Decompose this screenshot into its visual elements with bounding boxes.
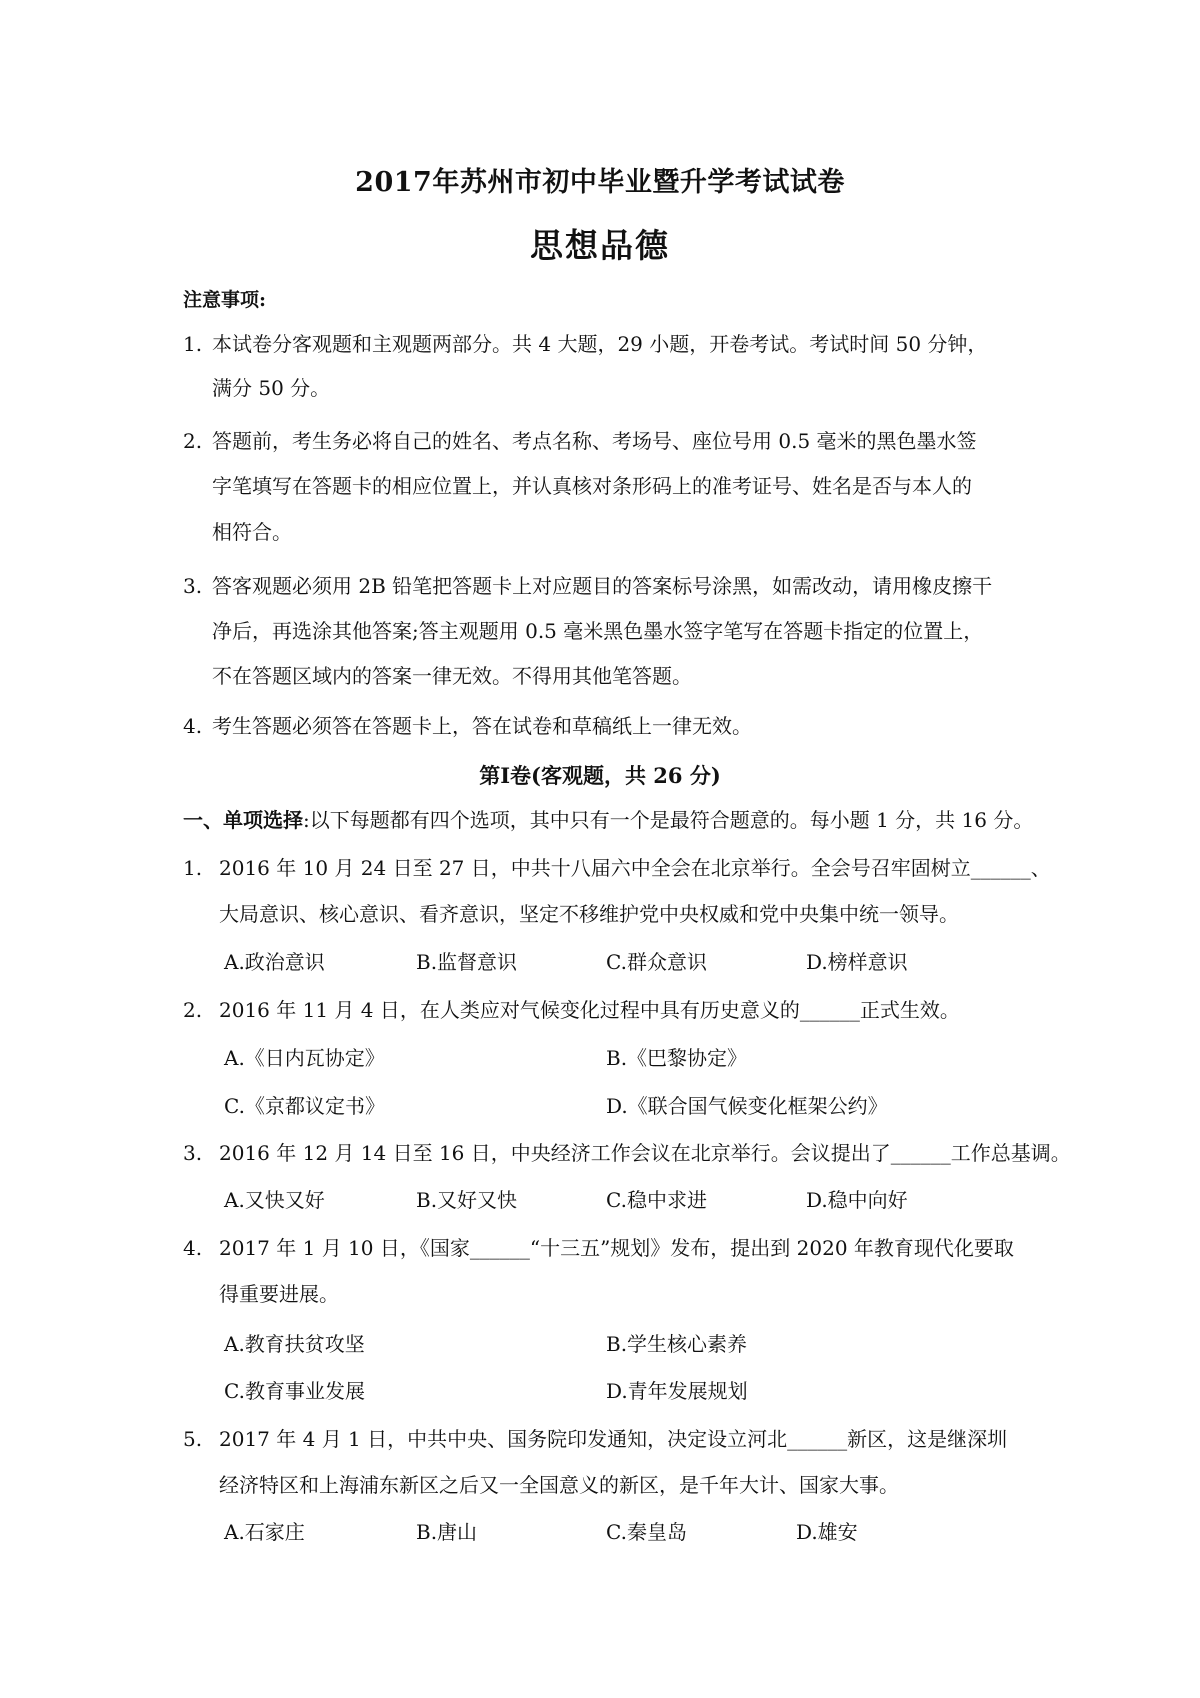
note-number: 1. bbox=[183, 332, 203, 356]
note-line: 本试卷分客观题和主观题两部分。共 4 大题，29 小题，开卷考试。考试时间 50 分钟， bbox=[212, 332, 988, 356]
option-d: D.《联合国气候变化框架公约》 bbox=[606, 1094, 888, 1118]
question-number: 2. bbox=[183, 998, 203, 1022]
option-b: B.唐山 bbox=[416, 1520, 478, 1544]
option-b: B.《巴黎协定》 bbox=[606, 1046, 748, 1070]
option-a: A.又快又好 bbox=[224, 1188, 325, 1212]
part-label: 一、单项选择 bbox=[183, 808, 303, 832]
note-line: 不在答题区域内的答案一律无效。不得用其他笔答题。 bbox=[212, 664, 692, 688]
option-d: D.青年发展规划 bbox=[606, 1379, 748, 1403]
option-d: D.榜样意识 bbox=[806, 950, 908, 974]
subject-title: 思想品德 bbox=[530, 226, 670, 265]
question-line: 2017 年 4 月 1 日，中共中央、国务院印发通知，决定设立河北______新区，这是继深圳 bbox=[219, 1427, 1008, 1451]
note-line: 相符合。 bbox=[212, 520, 292, 544]
question-number: 5. bbox=[183, 1427, 203, 1451]
option-c: C.《京都议定书》 bbox=[224, 1094, 385, 1118]
option-b: B.监督意识 bbox=[416, 950, 518, 974]
note-line: 答客观题必须用 2B 铅笔把答题卡上对应题目的答案标号涂黑，如需改动，请用橡皮擦干 bbox=[212, 574, 993, 598]
option-c: C.群众意识 bbox=[606, 950, 707, 974]
question-number: 4. bbox=[183, 1236, 203, 1260]
option-a: A.《日内瓦协定》 bbox=[224, 1046, 385, 1070]
note-number: 3. bbox=[183, 574, 203, 598]
question-line: 2017 年 1 月 10 日，《国家______“十三五”规划》发布，提出到 2020 年教育现代化要取 bbox=[219, 1236, 1014, 1260]
notes-heading: 注意事项: bbox=[183, 289, 267, 311]
question-line: 大局意识、核心意识、看齐意识，坚定不移维护党中央权威和党中央集中统一领导。 bbox=[219, 902, 959, 926]
note-line: 答题前，考生务必将自己的姓名、考点名称、考场号、座位号用 0.5 毫米的黑色墨水签 bbox=[212, 429, 977, 453]
note-line: 考生答题必须答在答题卡上，答在试卷和草稿纸上一律无效。 bbox=[212, 714, 752, 738]
question-line: 经济特区和上海浦东新区之后又一全国意义的新区，是千年大计、国家大事。 bbox=[219, 1473, 899, 1497]
part-instruction bbox=[183, 806, 1033, 834]
note-line: 满分 50 分。 bbox=[212, 376, 331, 400]
option-b: B.又好又快 bbox=[416, 1188, 518, 1212]
note-number: 4. bbox=[183, 714, 203, 738]
note-line: 字笔填写在答题卡的相应位置上，并认真核对条形码上的准考证号、姓名是否与本人的 bbox=[212, 474, 972, 498]
note-number: 2. bbox=[183, 429, 203, 453]
note-line: 净后，再选涂其他答案;答主观题用 0.5 毫米黑色墨水签字笔写在答题卡指定的位置上， bbox=[212, 619, 984, 643]
option-a: A.石家庄 bbox=[224, 1520, 305, 1544]
question-line: 2016 年 12 月 14 日至 16 日，中央经济工作会议在北京举行。会议提出了______工作总基调。 bbox=[219, 1141, 1071, 1165]
option-a: A.教育扶贫攻坚 bbox=[224, 1332, 365, 1356]
option-b: B.学生核心素养 bbox=[606, 1332, 748, 1356]
option-d: D.雄安 bbox=[796, 1520, 858, 1544]
section-title: 第Ⅰ卷(客观题，共 26 分) bbox=[479, 763, 721, 788]
question-line: 2016 年 10 月 24 日至 27 日，中共十八届六中全会在北京举行。全会号召牢固树立______、 bbox=[219, 856, 1051, 880]
option-c: C.稳中求进 bbox=[606, 1188, 707, 1212]
question-number: 3. bbox=[183, 1141, 203, 1165]
option-c: C.教育事业发展 bbox=[224, 1379, 365, 1403]
question-line: 得重要进展。 bbox=[219, 1282, 339, 1306]
part-text: :以下每题都有四个选项，其中只有一个是最符合题意的。每小题 1 分，共 16 分。 bbox=[303, 808, 1034, 832]
exam-title: 2017年苏州市初中毕业暨升学考试试卷 bbox=[355, 167, 845, 198]
option-a: A.政治意识 bbox=[224, 950, 325, 974]
question-number: 1. bbox=[183, 856, 203, 880]
question-line: 2016 年 11 月 4 日，在人类应对气候变化过程中具有历史意义的______正式生效。 bbox=[219, 998, 960, 1022]
option-c: C.秦皇岛 bbox=[606, 1520, 687, 1544]
option-d: D.稳中向好 bbox=[806, 1188, 908, 1212]
